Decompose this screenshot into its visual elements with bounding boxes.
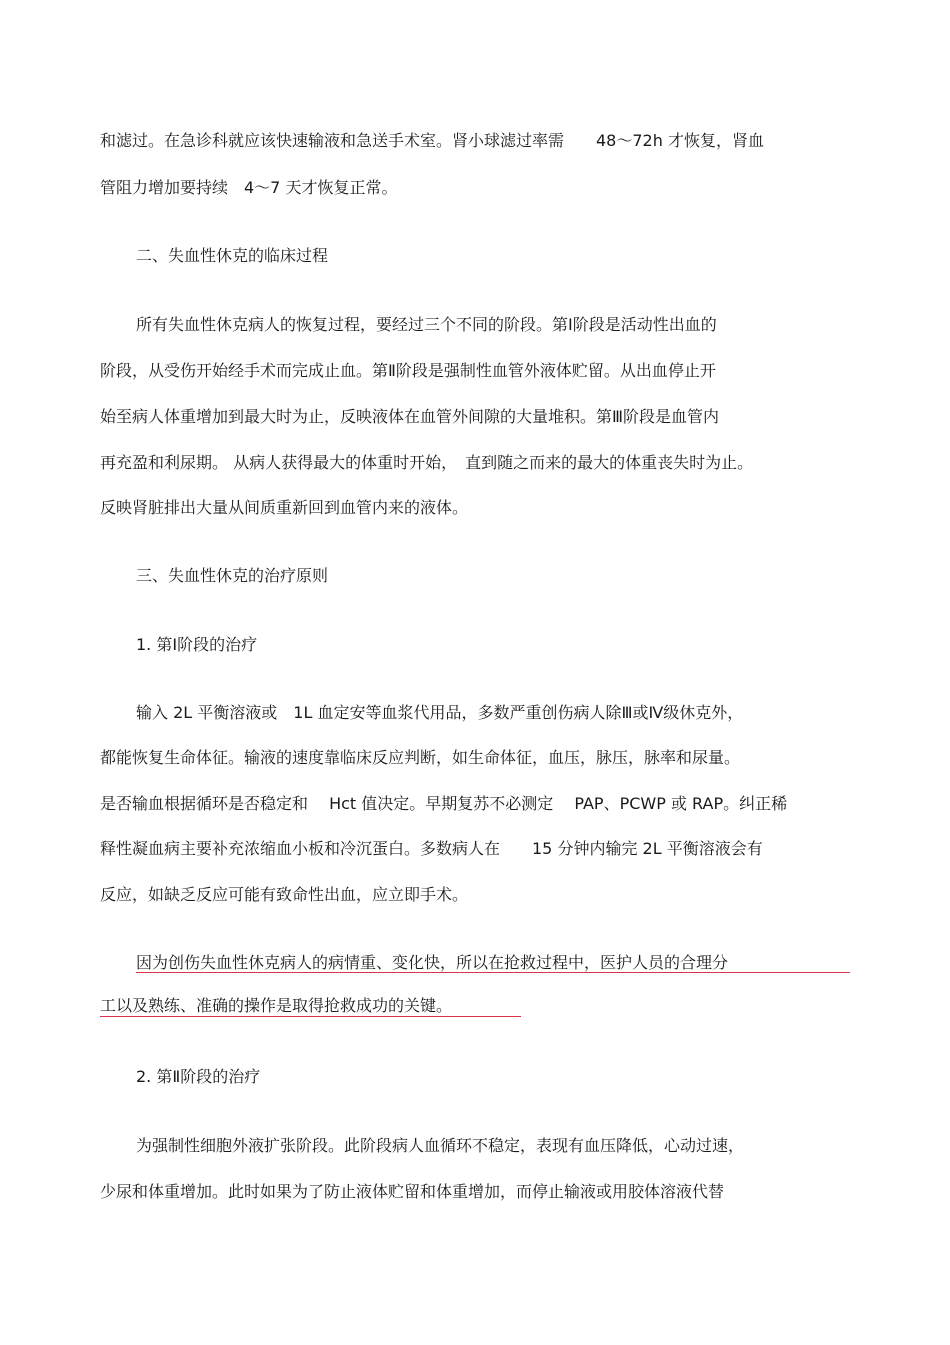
- para-4-line-1: 为强制性细胞外液扩张阶段。此阶段病人血循环不稳定，表现有血压降低，心动过速，: [136, 1136, 745, 1155]
- para-3-line-4: 释性凝血病主要补充浓缩血小板和冷沉蛋白。多数病人在 15 分钟内输完 2L 平衡溶液会有: [100, 839, 763, 858]
- section-heading-3: 三、失血性休克的治疗原则: [136, 566, 329, 585]
- para-3-line-5: 反应，如缺乏反应可能有致命性出血，应立即手术。: [100, 885, 469, 904]
- highlighted-line-2: 工以及熟练、准确的操作是取得抢救成功的关键。: [100, 996, 453, 1015]
- para-2-line-1: 所有失血性休克病人的恢复过程，要经过三个不同的阶段。第Ⅰ阶段是活动性出血的: [136, 315, 717, 334]
- para-1-line-1: 和滤过。在急诊科就应该快速输液和急送手术室。肾小球滤过率需 48～72h 才恢复，肾血: [100, 131, 764, 150]
- para-3-line-1: 输入 2L 平衡溶液或 1L 血定安等血浆代用品，多数严重创伤病人除Ⅲ或Ⅳ级休克外，: [136, 703, 744, 722]
- para-2-line-3: 始至病人体重增加到最大时为止，反映液体在血管外间隙的大量堆积。第Ⅲ阶段是血管内: [100, 407, 720, 426]
- section-heading-2: 二、失血性休克的临床过程: [136, 246, 329, 265]
- red-underline-2: [100, 1016, 521, 1017]
- subsection-heading-2: 2. 第Ⅱ阶段的治疗: [136, 1067, 261, 1086]
- para-4-line-2: 少尿和体重增加。此时如果为了防止液体贮留和体重增加，而停止输液或用胶体溶液代替: [100, 1182, 725, 1201]
- highlighted-line-1: 因为创伤失血性休克病人的病情重、变化快，所以在抢救过程中，医护人员的合理分: [136, 953, 729, 972]
- para-2-line-4: 再充盈和利尿期。 从病人获得最大的体重时开始， 直到随之而来的最大的体重丧失时为止。: [100, 453, 754, 472]
- red-underline-1: [136, 972, 850, 973]
- para-2-line-5: 反映肾脏排出大量从间质重新回到血管内来的液体。: [100, 498, 469, 517]
- subsection-heading-1: 1. 第Ⅰ阶段的治疗: [136, 635, 258, 654]
- para-1-line-2: 管阻力增加要持续 4～7 天才恢复正常。: [100, 178, 398, 197]
- para-2-line-2: 阶段，从受伤开始经手术而完成止血。第Ⅱ阶段是强制性血管外液体贮留。从出血停止开: [100, 361, 716, 380]
- para-3-line-3: 是否输血根据循环是否稳定和 Hct 值决定。早期复苏不必测定 PAP、PCWP 或 RAP。纠正稀: [100, 794, 788, 813]
- para-3-line-2: 都能恢复生命体征。输液的速度靠临床反应判断，如生命体征，血压，脉压，脉率和尿量。: [100, 748, 741, 767]
